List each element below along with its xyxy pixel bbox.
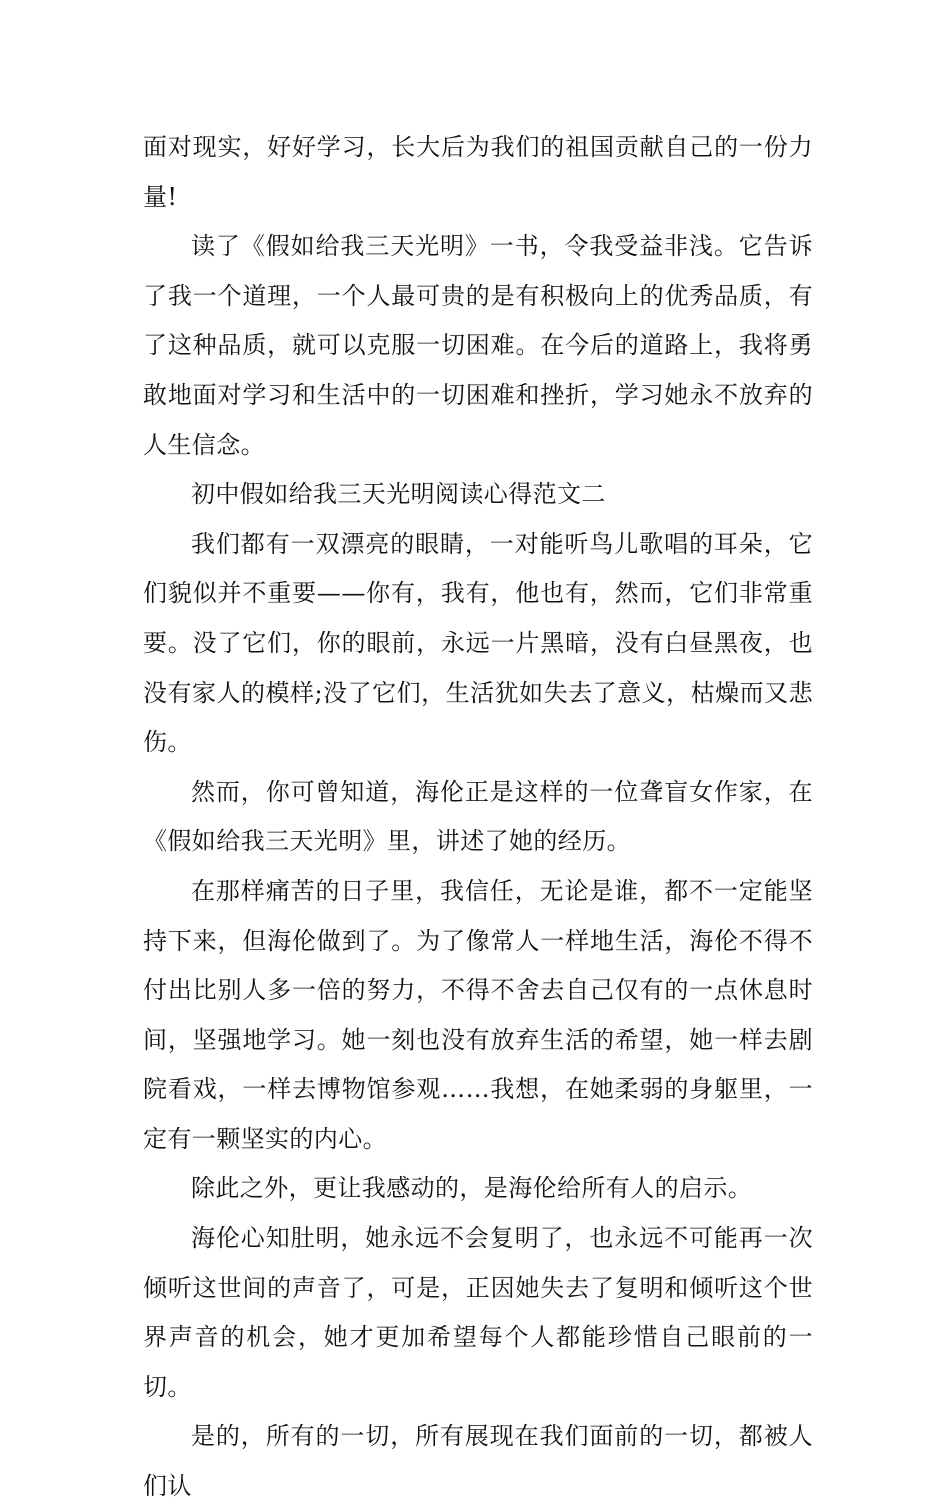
paragraph-3: 我们都有一双漂亮的眼睛，一对能听鸟儿歌唱的耳朵，它们貌似并不重要——你有，我有，他也有，然而，它们非常重要。没了它们，你的眼前，永远一片黑暗，没有白昼黑夜，也没有家人的模样;没了它们，生活犹如失去了意义，枯燥而又悲伤。: [143, 529, 813, 757]
paragraph-6: 除此之外，更让我感动的，是海伦给所有人的启示。: [191, 1174, 753, 1203]
section-heading: 初中假如给我三天光明阅读心得范文二: [191, 480, 606, 509]
paragraph-7: 海伦心知肚明，她永远不会复明了，也永远不可能再一次倾听这世间的声音了，可是，正因她失去了复明和倾听这个世界声音的机会，她才更加希望每个人都能珍惜自己眼前的一切。: [143, 1224, 813, 1401]
paragraph-1: 面对现实，好好学习，长大后为我们的祖国贡献自己的一份力量!: [143, 133, 813, 211]
paragraph-8: 是的，所有的一切，所有展现在我们面前的一切，都被人们认: [143, 1422, 813, 1501]
paragraph-5: 在那样痛苦的日子里，我信任，无论是谁，都不一定能坚持下来，但海伦做到了。为了像常人一样地生活，海伦不得不付出比别人多一倍的努力，不得不舍去自己仅有的一点休息时间，坚强地学习。她一刻也没有放弃生活的希望，她一样去剧院看戏，一样去博物馆参观……我想，在她柔弱的身躯里，一定有一颗坚实的内心。: [143, 876, 813, 1153]
document-body: [143, 123, 813, 1512]
paragraph-2: 读了《假如给我三天光明》一书，令我受益非浅。它告诉了我一个道理，一个人最可贵的是有积极向上的优秀品质，有了这种品质，就可以克服一切困难。在今后的道路上，我将勇敢地面对学习和生活中的一切困难和挫折，学习她永不放弃的人生信念。: [143, 232, 813, 459]
paragraph-4: 然而，你可曾知道，海伦正是这样的一位聋盲女作家，在《假如给我三天光明》里，讲述了她的经历。: [143, 777, 813, 856]
